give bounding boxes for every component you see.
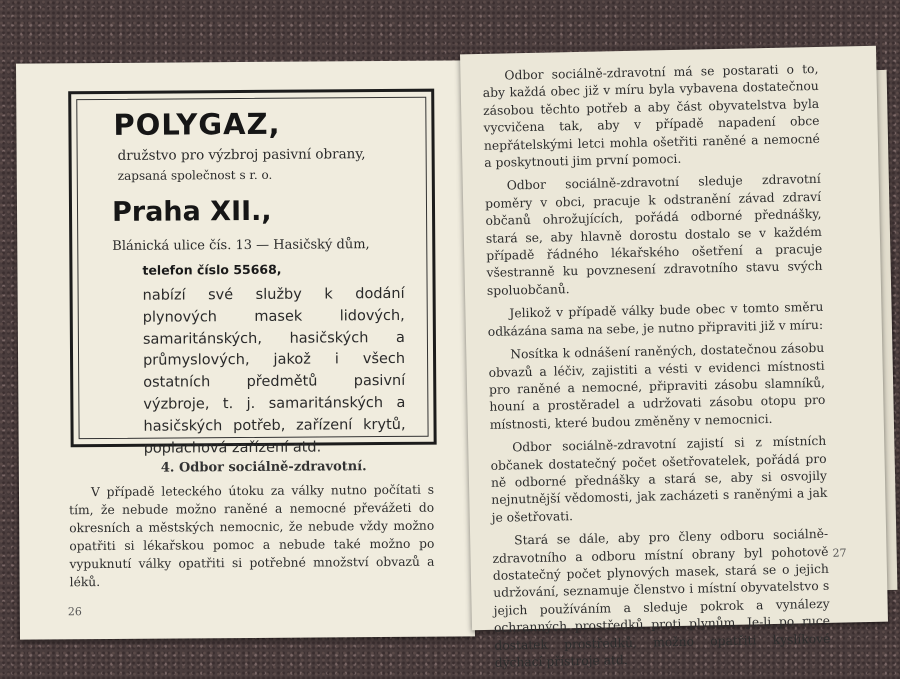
advert-registration: zapsaná společnost s r. o.	[117, 167, 273, 183]
section-heading: 4. Odbor sociálně-zdravotní.	[160, 459, 367, 476]
advert-subtitle: družstvo pro výzbroj pasivní obrany,	[117, 146, 366, 164]
page-number-right: 27	[832, 546, 847, 560]
advert-city: Praha XII.,	[111, 195, 272, 228]
left-page	[16, 60, 475, 639]
paragraph: Jelikož v případě války bude obec v tomto směru odkázána sama na sebe, je nutno připraviti již v míru:	[487, 300, 824, 339]
paragraph: Stará se dále, aby pro členy odboru sociálně-zdravotního a odboru místní obrany byl pohotově dostatečný počet plynových masek, stará se o jejich udržování, seznamuje členstvo i místní obyvatelstvo s jejich používáním a sleduje pokrok a vynálezy ochranných prostředků proti plynům. Je-li po ruce dostatek prostředků, možno opatřiti kyslíkové dýchací přístroje atd.	[492, 526, 831, 670]
paragraph: Odbor sociálně-zdravotní má se postarati o to, aby každá obec již v míru byla vybavena dostatečnou zásobou těchto potřeb a aby část obyvatelstva byla vycvičena tak, aby v případě napadení obce nepřátelskými letci mohla ošetřiti raněné a nemocné a poskytnouti jim první pomoci.	[482, 61, 821, 170]
right-page	[460, 46, 888, 670]
advert-company-name: POLYGAZ,	[113, 106, 281, 142]
advert-address: Blánická ulice čís. 13 — Hasičský dům,	[112, 237, 370, 254]
right-text-column	[482, 61, 831, 678]
advert-phone: telefon číslo 55668,	[142, 261, 282, 278]
advert-body-text: nabízí své služby k dodání plynových masek lidových, samaritánských, hasičských a průmyslových, jakož i všech ostatních předmětů pasivní výzbroje, t. j. samaritánských a hasičských potřeb, zařízení krytů, poplachová zařízení atd.	[142, 285, 406, 457]
paragraph: Odbor sociálně-zdravotní zajistí si z místních občanek dostatečný počet ošetřovatelek, pořádá pro ně odborné přednášky a stará se, aby si osvojily nejnutnější vědomosti, jak zacházeti s raněnými a jak je ošetřovati.	[490, 433, 828, 525]
advertisement-box	[68, 89, 436, 457]
paragraph: Odbor sociálně-zdravotní sleduje zdravotní poměry v obci, pracuje k odstranění závad zdraví občanů ohrožujících, pořádá odborné přednášky, stará se, aby hlavně dorostu dostalo se v každém případě řádného lékařského ošetření a pracuje všestranně ku povznesení zdravotního stavu svých spoluobčanů.	[485, 172, 823, 298]
left-paragraph	[69, 481, 435, 592]
paragraph-text: V případě leteckého útoku za války nutno počítati s tím, že nebude možno raněné a nemocné převážeti do okresních a městských nemocnic, že nebude vždy možno opatřiti si lékařskou pomoc a nebude také možno po vypuknutí války opatřiti si potřebné množství obvazů a léků.	[69, 482, 435, 590]
paragraph: Nosítka k odnášení raněných, dostatečnou zásobu obvazů a léčiv, zajistiti a vésti v evidenci místnosti pro raněné a nemocné, připraviti zásobu slamníků, houní a prostěradel a udržovati zásobu otopu pro místnosti, které budou změněny v nemocnici.	[488, 340, 826, 432]
page-number-left: 26	[67, 605, 82, 619]
